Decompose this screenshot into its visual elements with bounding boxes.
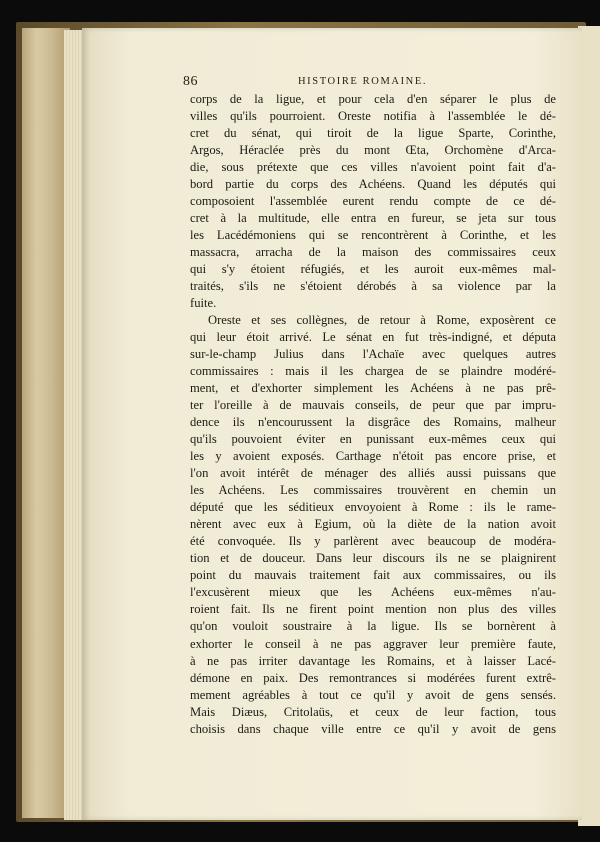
text-line: ment, et d'exhorter simplement les Achéens à ne pas prê-	[190, 381, 556, 396]
text-line: exhorter le conseil à ne pas aggraver leur première faute,	[190, 636, 556, 651]
body-text	[190, 91, 556, 738]
text-line: les Achéens. Les commissaires trouvèrent en chemin un	[190, 483, 556, 498]
text-line: commissaires : mais il les chargea de se plaindre modéré-	[190, 364, 556, 379]
text-line: qui leur étoit arrivé. Le sénat en fut très-indigné, et députa	[190, 330, 556, 345]
text-line: point du mauvais traitement fait aux commissaires, ou ils	[190, 568, 556, 583]
text-line: Mais Diæus, Critolaüs, et ceux de leur faction, tous	[190, 704, 556, 719]
book-binding-edge	[22, 28, 70, 818]
text-line: à ne pas irriter davantage les Romains, et à laisser Lacé-	[190, 653, 556, 668]
text-line: mement agréables à tout ce qu'il y avoit de gens sensés.	[190, 687, 556, 702]
text-line: été convoquée. Ils y parlèrent avec beaucoup de modéra-	[190, 534, 556, 549]
text-line: les y avoient exposés. Carthage n'étoit pas encore prise, et	[190, 449, 556, 464]
page-number: 86	[183, 74, 198, 89]
text-line: l'on avoit intérêt de ménager des alliés aussi puissans que	[190, 466, 556, 481]
text-line: les Lacédémoniens qui se rencontrèrent à Corinthe, et les	[190, 228, 556, 243]
text-line: nèrent avec eux à Egium, où la diète de la nation avoit	[190, 517, 556, 532]
running-title: HISTOIRE ROMAINE.	[298, 76, 428, 87]
page-header	[183, 74, 555, 90]
text-line: cret à la multitude, elle entra en fureur, se jeta sur tous	[190, 211, 556, 226]
text-line: démone en paix. Des remontrances si modérées furent extrê-	[190, 670, 556, 685]
text-line: qui s'y étoient réfugiés, et les auroit eux-mêmes mal-	[190, 262, 556, 277]
text-line: villes qu'ils pourroient. Oreste notifia à l'assemblée le dé-	[190, 109, 556, 124]
paragraph	[190, 312, 556, 737]
text-line: bord partie du corps des Achéens. Quand les députés qui	[190, 177, 556, 192]
text-line: l'excusèrent mieux que les Achéens eux-mêmes n'au-	[190, 585, 556, 600]
text-line: sur-le-champ Julius dans l'Achaïe avec quelques autres	[190, 347, 556, 362]
text-line: massacra, arracha de la maison des commissaires ceux	[190, 245, 556, 260]
text-line: tion et de douceur. Dans leur discours ils ne se plaignirent	[190, 551, 556, 566]
text-line: Argos, Héraclée près du mont Œta, Orchomène d'Arca-	[190, 143, 556, 158]
text-line: corps de la ligue, et pour cela d'en séparer le plus de	[190, 92, 556, 106]
text-line: qu'on vouloit soustraire à la ligue. Ils se bornèrent à	[190, 619, 556, 634]
text-line: fuite.	[190, 296, 217, 311]
text-line: cret du sénat, qui tiroit de la ligue Sparte, Corinthe,	[190, 126, 556, 141]
text-line: traités, s'ils ne s'étoient dérobés à sa violence par la	[190, 279, 556, 294]
page-stack-edges	[64, 30, 84, 820]
text-line: député que les séditieux envoyoient à Rome : ils le rame-	[190, 500, 556, 515]
text-line: ter l'oreille à de mauvais conseils, de peur que par impru-	[190, 398, 556, 413]
text-line: Oreste et ses collègnes, de retour à Rome, exposèrent ce	[208, 313, 556, 328]
text-line: qu'ils pouvoient éviter en punissant eux-mêmes ceux qui	[190, 432, 556, 447]
text-line: die, sous prétexte que ces villes n'avoient point fait d'a-	[190, 160, 556, 175]
text-line: choisis dans chaque ville entre ce qu'il y avoit de gens	[190, 721, 556, 736]
text-line: composoient l'assemblée eurent rendu compte de ce dé-	[190, 194, 556, 209]
text-line: roient fait. Ils ne firent point mention non plus des villes	[190, 602, 556, 617]
text-line: dence ils n'encourussent la disgrâce des Romains, malheur	[190, 415, 556, 430]
paragraph	[190, 91, 556, 312]
